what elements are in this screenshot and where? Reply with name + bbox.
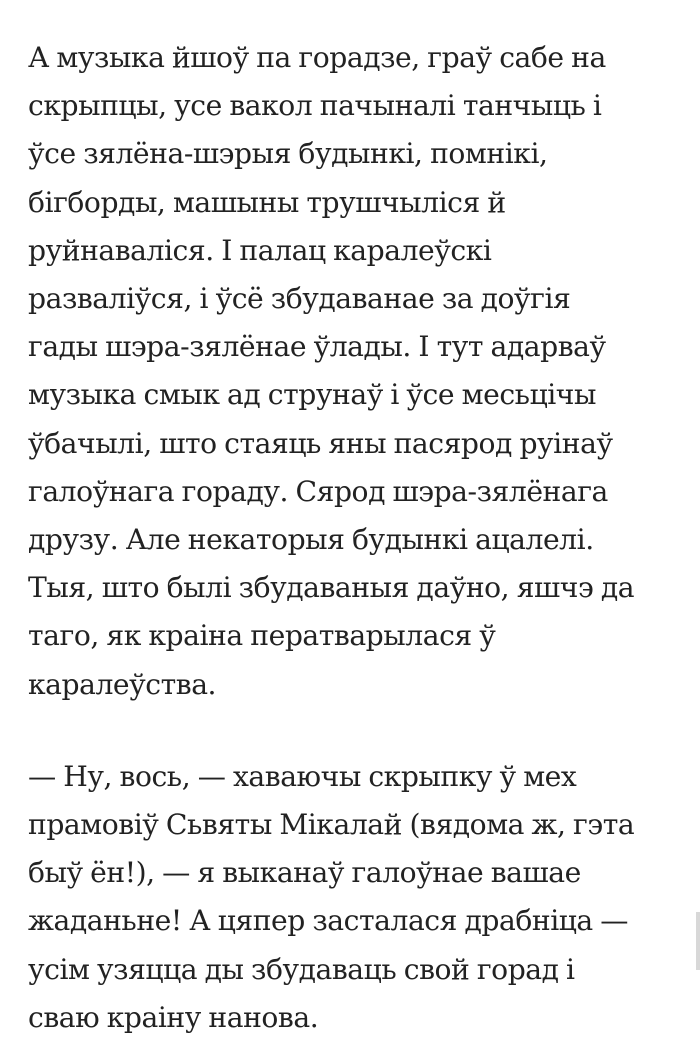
story-text — [28, 34, 696, 1042]
text-line: ўсе зялёна-шэрыя будынкі, помнікі, — [28, 137, 548, 171]
text-line: усім узяцца ды збудаваць свой горад і — [28, 952, 575, 986]
text-line: Тыя, што былі збудаваныя даўно, яшчэ да — [28, 571, 635, 605]
paragraph-2 — [28, 753, 696, 1042]
text-line: быў ён!), — я выканаў галоўнае вашае — [28, 856, 581, 890]
text-line: музыка смык ад струнаў і ўсе месьцічы — [28, 378, 596, 412]
text-line: таго, як краіна ператварылася ў — [28, 619, 496, 653]
text-line: прамовіў Сьвяты Мікалай (вядома ж, гэта — [28, 808, 635, 842]
text-line: А музыка йшоў па горадзе, граў сабе на — [28, 41, 606, 74]
text-line: галоўнага гораду. Сярод шэра-зялёнага — [28, 474, 608, 508]
text-line: ўбачылі, што стаяць яны пасярод руінаў — [28, 426, 613, 460]
paragraph-1 — [28, 34, 696, 709]
text-line: гады шэра-зялёнае ўлады. І тут адарваў — [28, 330, 606, 364]
text-line: сваю краіну нанова. — [28, 1000, 319, 1034]
text-line: друзу. Але некаторыя будынкі ацалелі. — [28, 523, 594, 557]
text-line: жаданьне! А цяпер засталася драбніца — — [28, 904, 629, 938]
text-line: разваліўся, і ўсё збудаванае за доўгія — [28, 282, 571, 316]
scrollbar-thumb[interactable] — [696, 912, 700, 970]
text-line: — Ну, вось, — хаваючы скрыпку ў мех — [28, 759, 577, 793]
text-line: скрыпцы, усе вакол пачыналі танчыць і — [28, 89, 602, 123]
text-line: руйнаваліся. І палац каралеўскі — [28, 233, 492, 267]
text-line: бігборды, машыны трушчыліся й — [28, 185, 506, 219]
text-line: каралеўства. — [28, 667, 217, 701]
